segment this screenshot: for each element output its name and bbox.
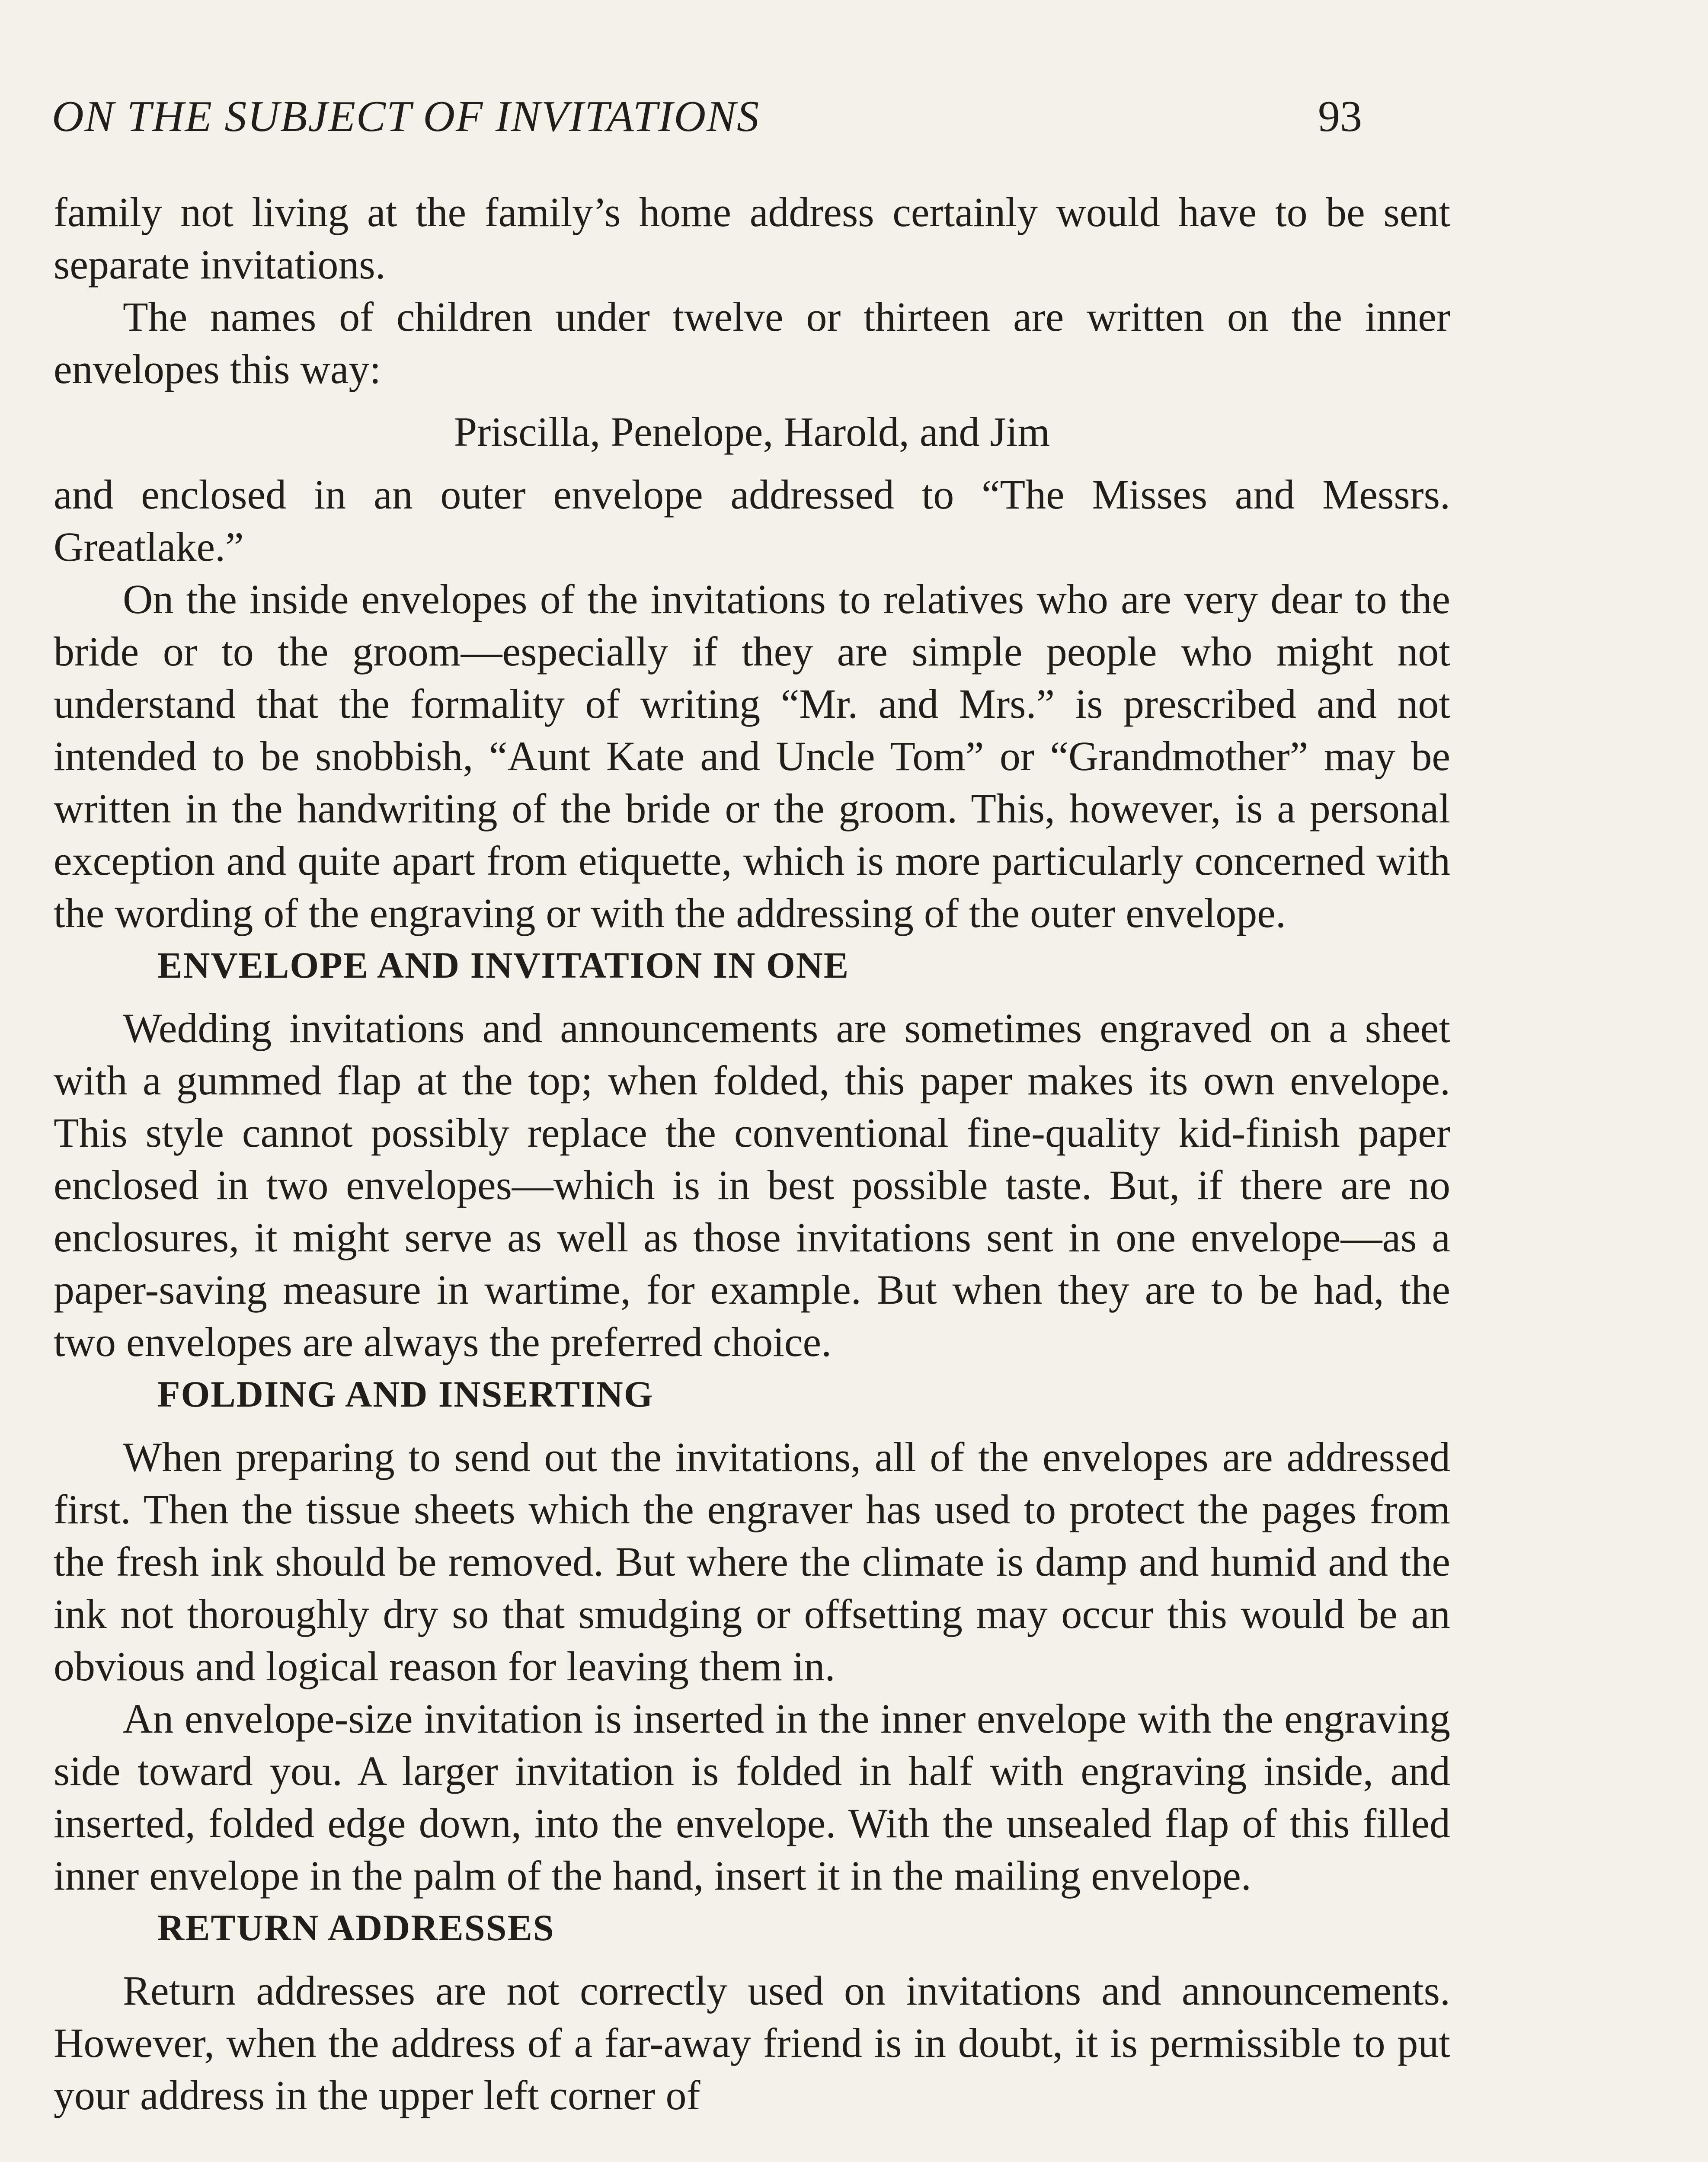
paragraph-preparing: When preparing to send out the invitations, all of the envelopes are addressed first. Then the tissue sheets which the engraver has used to protect the pages from the fresh ink should be removed. But where the climate is damp and humid and the ink not thoroughly dry so that smudging or offsetting may occur this would be an obvious and logical reason for leaving them in. bbox=[54, 1434, 1450, 1689]
paragraph-envelope-invitation: Wedding invitations and announcements are sometimes engraved on a sheet with a gummed flap at the top; when folded, this paper makes its own envelope. This style cannot possibly replace the conventional fine-quality kid-finish paper enclosed in two envelopes—which is in best possible taste. But, if there are no enclosures, it might serve as well as those invitations sent in one envelope—as a paper-saving measure in wartime, for example. But when they are to be had, the two envelopes are always the preferred choice. bbox=[54, 1005, 1450, 1365]
body-text bbox=[54, 186, 1450, 2121]
example-names-line: Priscilla, Penelope, Harold, and Jim bbox=[454, 409, 1050, 455]
section-heading-return-addresses: RETURN ADDRESSES bbox=[157, 1907, 555, 1948]
page-number: 93 bbox=[1318, 92, 1362, 141]
paragraph-return-addresses: Return addresses are not correctly used on invitations and announcements. However, when the address of a far-away friend is in doubt, it is permissible to put your address in the upper left corner of bbox=[54, 1967, 1450, 2118]
paragraph-outer-envelope: and enclosed in an outer envelope addressed to “The Misses and Messrs. Greatlake.” bbox=[54, 471, 1450, 570]
section-heading-folding: FOLDING AND INSERTING bbox=[157, 1373, 654, 1415]
running-head bbox=[52, 91, 1362, 143]
paragraph-inserting: An envelope-size invitation is inserted in the inner envelope with the engraving side toward you. A larger invitation is folded in half with engraving inside, and inserted, folded edge down, into the envelope. With the unsealed flap of this filled inner envelope in the palm of the hand, insert it in the mailing envelope. bbox=[54, 1695, 1450, 1899]
section-heading-envelope-invitation: ENVELOPE AND INVITATION IN ONE bbox=[157, 944, 850, 986]
paragraph-continuation: family not living at the family’s home address certainly would have to be sent separate invitations. bbox=[54, 189, 1450, 288]
running-title: ON THE SUBJECT OF INVITATIONS bbox=[52, 92, 760, 141]
paragraph-children-names: The names of children under twelve or thirteen are written on the inner envelopes this way: bbox=[54, 294, 1450, 392]
paragraph-relatives: On the inside envelopes of the invitations to relatives who are very dear to the bride or to the groom—especially if they are simple people who might not understand that the formality of writing “Mr. and Mrs.” is prescribed and not intended to be snobbish, “Aunt Kate and Uncle Tom” or “Grandmother” may be written in the handwriting of the bride or the groom. This, however, is a personal exception and quite apart from etiquette, which is more particularly concerned with the wording of the engraving or with the addressing of the outer envelope. bbox=[54, 576, 1450, 936]
